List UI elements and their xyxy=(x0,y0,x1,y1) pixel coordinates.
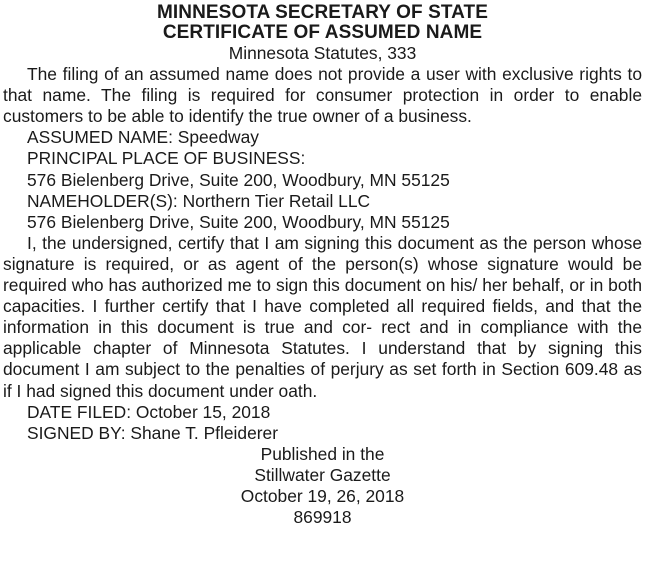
principal-place-label: PRINCIPAL PLACE OF BUSINESS: xyxy=(27,148,306,169)
nameholder: NAMEHOLDER(S): Northern Tier Retail LLC xyxy=(27,190,371,211)
date-filed: DATE FILED: October 15, 2018 xyxy=(27,401,271,422)
publication-line-1: Published in the xyxy=(260,443,385,464)
publication-newspaper: Stillwater Gazette xyxy=(254,464,391,485)
intro-paragraph: The filing of an assumed name does not provide a user with exclusive rights to that name. The filing is required for consumer protection in order to enable customers to be able to identify the true owner of a business. xyxy=(3,64,642,127)
statute-reference: Minnesota Statutes, 333 xyxy=(228,43,417,63)
assumed-name: ASSUMED NAME: Speedway xyxy=(27,127,259,148)
certification-paragraph: I, the undersigned, certify that I am signing this document as the person whose signature is required, or as agent of the person(s) whose signature would be required who has authorized me to sign this document on his/ her behalf, or in both capacities. I further certify that I have completed all required fields, and that the information in this document is true and cor- rect and in compliance with the applicable chapter of Minnesota Statutes. I understand that by signing this document I am subject to the penalties of perjury as set forth in Section 609.48 as if I had signed this document under oath. xyxy=(3,232,642,401)
notice-number: 869918 xyxy=(293,507,352,528)
notice-title-line-2: CERTIFICATE OF ASSUMED NAME xyxy=(162,22,483,43)
nameholder-address: 576 Bielenberg Drive, Suite 200, Woodbury, MN 55125 xyxy=(27,211,450,232)
principal-place-address: 576 Bielenberg Drive, Suite 200, Woodbury, MN 55125 xyxy=(27,169,450,190)
legal-notice xyxy=(3,0,642,528)
publication-dates: October 19, 26, 2018 xyxy=(240,485,405,506)
signed-by: SIGNED BY: Shane T. Pfleiderer xyxy=(27,422,278,443)
notice-title-line-1: MINNESOTA SECRETARY OF STATE xyxy=(156,2,489,23)
